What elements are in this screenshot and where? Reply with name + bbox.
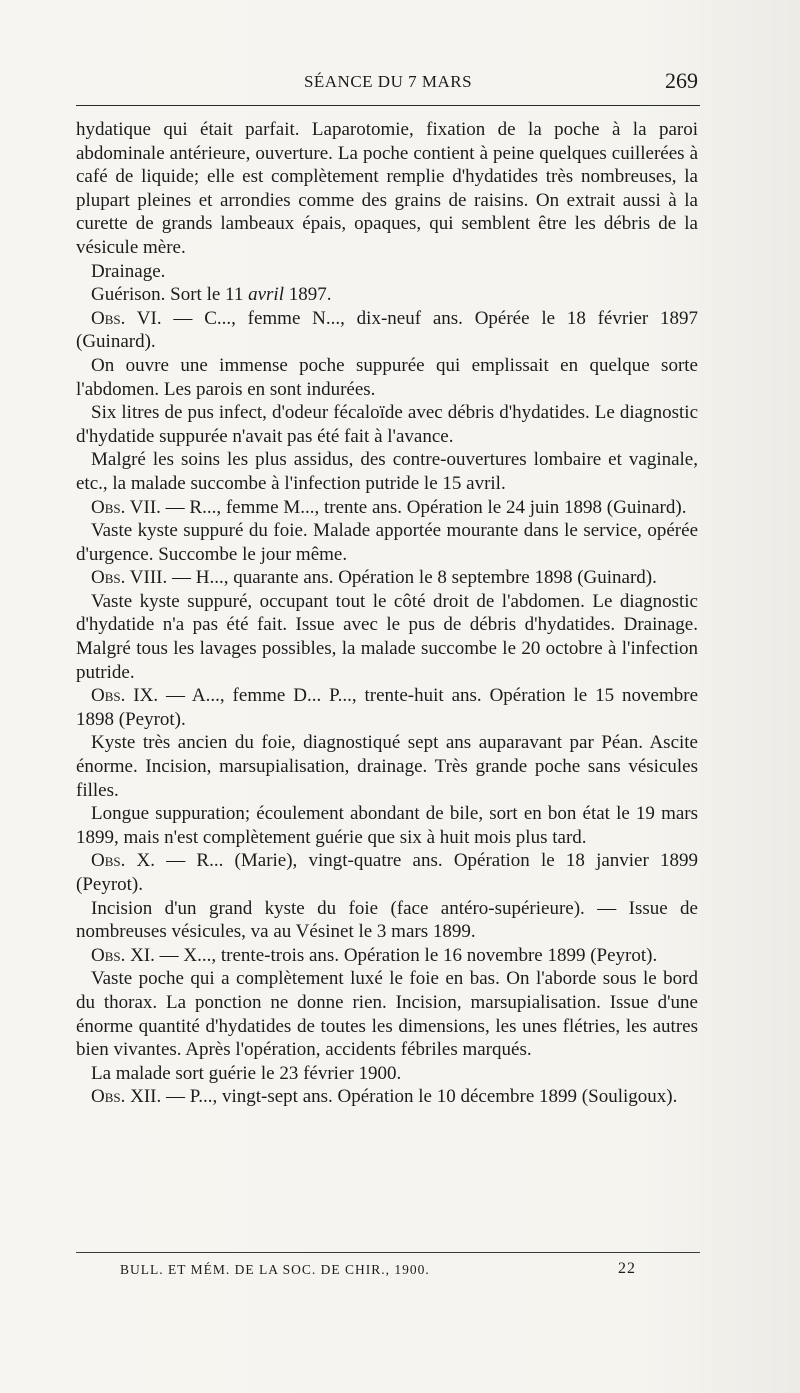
page-body <box>76 118 698 1109</box>
paragraph: hydatique qui était parfait. Laparotomie, fixation de la poche à la paroi abdominale antérieure, ouverture. La poche contient à peine quelques cuillerées à café de liquide; elle est complètement remplie d'hydatides très nombreuses, la plupart pleines et arrondies comme des grains de raisins. On extrait aussi à la curette de grands lambeaux épais, opaques, qui semblent être les débris de la vésicule mère. <box>76 119 698 258</box>
paragraph: Drainage. <box>91 260 166 282</box>
obs-label: Obs. XI. <box>91 944 155 966</box>
paragraph: La malade sort guérie le 23 février 1900. <box>91 1062 402 1084</box>
page-footer <box>120 1262 640 1278</box>
obs-label: Obs. VI. <box>91 307 162 329</box>
observation-heading: Obs. XI. — X..., trente-trois ans. Opération le 16 novembre 1899 (Peyrot). <box>91 944 658 966</box>
paragraph: Guérison. Sort le 11 avril 1897. <box>91 284 332 306</box>
paragraph: On ouvre une immense poche suppurée qui emplissait en quelque sorte l'abdomen. Les parois en sont indurées. <box>76 354 698 400</box>
obs-label: Obs. VII. <box>91 496 161 518</box>
signature-mark: 22 <box>618 1260 636 1277</box>
paragraph: Malgré les soins les plus assidus, des contre-ouvertures lombaire et vaginale, etc., la malade succombe à l'infection putride le 15 avril. <box>76 449 698 494</box>
emphasis: avril <box>248 284 284 306</box>
footer-rule <box>76 1252 700 1253</box>
paragraph: Incision d'un grand kyste du foie (face antéro-supérieure). — Issue de nombreuses vésicules, va au Vésinet le 3 mars 1899. <box>76 897 698 943</box>
paragraph: Six litres de pus infect, d'odeur fécaloïde avec débris d'hydatides. Le diagnostic d'hydatide suppurée n'avait pas été fait à l'avance. <box>76 402 698 447</box>
observation-heading: Obs. X. — R... (Marie), vingt-quatre ans. Opération le 18 janvier 1899 (Peyrot). <box>76 850 699 895</box>
obs-label: Obs. VIII. <box>91 567 168 589</box>
obs-label: Obs. XII. <box>91 1086 162 1108</box>
paragraph: Kyste très ancien du foie, diagnostiqué sept ans auparavant par Péan. Ascite énorme. Incision, marsupialisation, drainage. Très grande poche sans vésicules filles. <box>76 732 698 801</box>
observation-heading: Obs. IX. — A..., femme D... P..., trente-huit ans. Opération le 15 novembre 1898 (Peyrot). <box>76 685 699 730</box>
running-header <box>76 66 700 96</box>
paragraph: Vaste poche qui a complètement luxé le foie en bas. On l'aborde sous le bord du thorax. La ponction ne donne rien. Incision, marsupialisation. Issue d'une énorme quantité d'hydatides de toutes les dimensions, les unes flétries, les autres bien vivantes. Après l'opération, accidents fébriles marqués. <box>76 968 698 1061</box>
journal-citation: BULL. ET MÉM. DE LA SOC. DE CHIR., 1900. <box>120 1262 430 1277</box>
obs-label: Obs. X. <box>91 850 156 872</box>
observation-heading: Obs. VI. — C..., femme N..., dix-neuf ans. Opérée le 18 février 1897 (Guinard). <box>76 307 699 353</box>
paragraph: Vaste kyste suppuré, occupant tout le côté droit de l'abdomen. Le diagnostic d'hydatide n'a pas été fait. Issue avec le pus de débris d'hydatides. Drainage. Malgré tous les lavages possibles, la malade succombe le 20 octobre à l'infection putride. <box>76 590 698 683</box>
paragraph: Longue suppuration; écoulement abondant de bile, sort en bon état le 19 mars 1899, mais n'est complètement guérie que six à huit mois plus tard. <box>76 803 698 848</box>
header-rule <box>76 105 700 106</box>
observation-heading: Obs. VIII. — H..., quarante ans. Opération le 8 septembre 1898 (Guinard). <box>91 567 657 589</box>
observation-heading: Obs. VII. — R..., femme M..., trente ans. Opération le 24 juin 1898 (Guinard). <box>91 496 687 518</box>
observation-heading: Obs. XII. — P..., vingt-sept ans. Opération le 10 décembre 1899 (Souligoux). <box>91 1086 678 1108</box>
obs-label: Obs. IX. <box>91 685 159 707</box>
running-title: SÉANCE DU 7 MARS <box>303 72 473 91</box>
paragraph: Vaste kyste suppuré du foie. Malade apportée mourante dans le service, opérée d'urgence. Succombe le jour même. <box>76 520 698 565</box>
page-number: 269 <box>665 68 698 93</box>
